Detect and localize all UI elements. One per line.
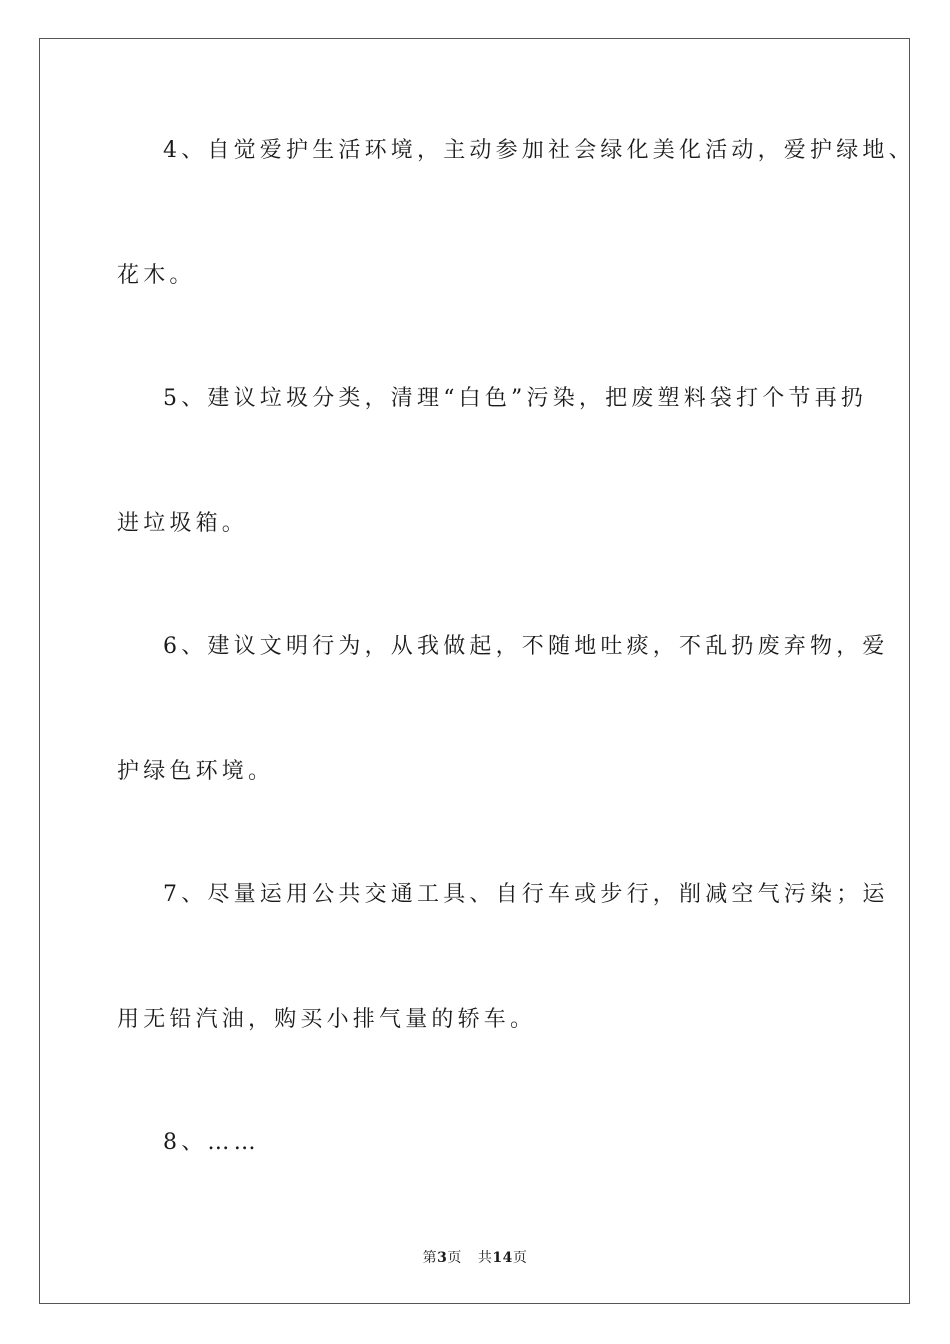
footer-total-pages: 14 [492, 1250, 513, 1266]
paragraph-7-line-2: 用无铅汽油，购买小排气量的轿车。 [117, 1007, 537, 1032]
footer-page-number: 3 [437, 1250, 448, 1266]
paragraph-8-line-1: 8、…… [163, 1130, 260, 1155]
paragraph-4-line-1: 4、自觉爱护生活环境，主动参加社会绿化美化活动，爱护绿地、 [163, 138, 915, 163]
paragraph-5-line-1: 5、建议垃圾分类，清理“白色”污染，把废塑料袋打个节再扔 [163, 386, 868, 411]
paragraph-5-line-2: 进垃圾箱。 [117, 511, 249, 536]
footer-total-suffix: 页 [512, 1250, 528, 1266]
footer-total-prefix: 共 [477, 1250, 493, 1266]
paragraph-4-line-2: 花木。 [117, 263, 196, 288]
paragraph-6-line-1: 6、建议文明行为，从我做起，不随地吐痰，不乱扔废弃物，爱 [163, 634, 889, 659]
paragraph-6-line-2: 护绿色环境。 [117, 759, 275, 784]
page-border [39, 38, 910, 1304]
footer-page-prefix: 第 [422, 1250, 438, 1266]
paragraph-7-line-1: 7、尽量运用公共交通工具、自行车或步行，削减空气污染；运 [163, 882, 889, 907]
footer-page-suffix: 页 [447, 1250, 462, 1266]
page-footer [0, 1247, 950, 1267]
